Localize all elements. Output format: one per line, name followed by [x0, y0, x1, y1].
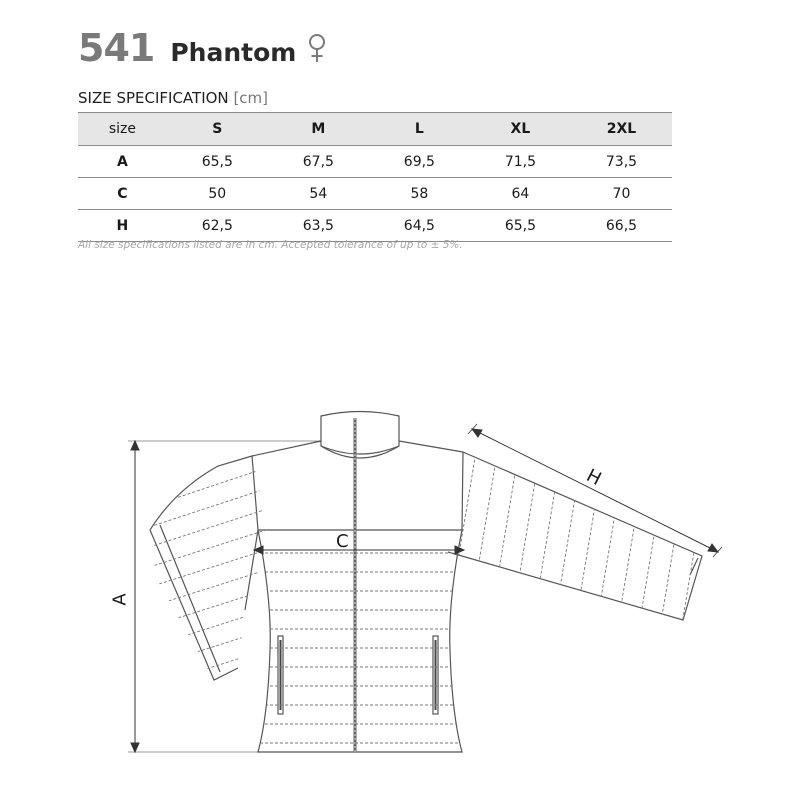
table-cell: 64	[470, 178, 571, 210]
jacket-outline	[150, 412, 702, 753]
dimension-label-h: H	[582, 465, 605, 490]
size-spec-unit: [cm]	[233, 89, 269, 107]
header-cell-s: S	[167, 113, 268, 146]
table-cell: 58	[369, 178, 470, 210]
dimension-lines	[128, 424, 722, 752]
dimension-label-a: A	[109, 593, 131, 606]
table-cell: 73,5	[571, 146, 672, 178]
header-cell-size: size	[78, 113, 167, 146]
table-cell: 64,5	[369, 210, 470, 242]
header-cell-2xl: 2XL	[571, 113, 672, 146]
table-cell: 70	[571, 178, 672, 210]
table-cell: 65,5	[470, 210, 571, 242]
table-cell: 62,5	[167, 210, 268, 242]
table-cell: 67,5	[268, 146, 369, 178]
table-cell: 65,5	[167, 146, 268, 178]
header-cell-l: L	[369, 113, 470, 146]
product-name: Phantom	[170, 38, 297, 67]
table-cell: 71,5	[470, 146, 571, 178]
table-cell: 69,5	[369, 146, 470, 178]
product-code: 541	[78, 26, 155, 70]
row-label: C	[78, 178, 167, 210]
header-cell-xl: XL	[470, 113, 571, 146]
row-label: H	[78, 210, 167, 242]
tolerance-note: All size specifications listed are in cm. Accepted tolerance of up to ± 5%.	[78, 239, 463, 251]
table-cell: 63,5	[268, 210, 369, 242]
header-cell-m: M	[268, 113, 369, 146]
table-cell: 66,5	[571, 210, 672, 242]
row-label: A	[78, 146, 167, 178]
size-spec-title-text: SIZE SPECIFICATION	[78, 89, 229, 107]
table-cell: 54	[268, 178, 369, 210]
dimension-label-c: C	[336, 531, 349, 552]
table-cell: 50	[167, 178, 268, 210]
